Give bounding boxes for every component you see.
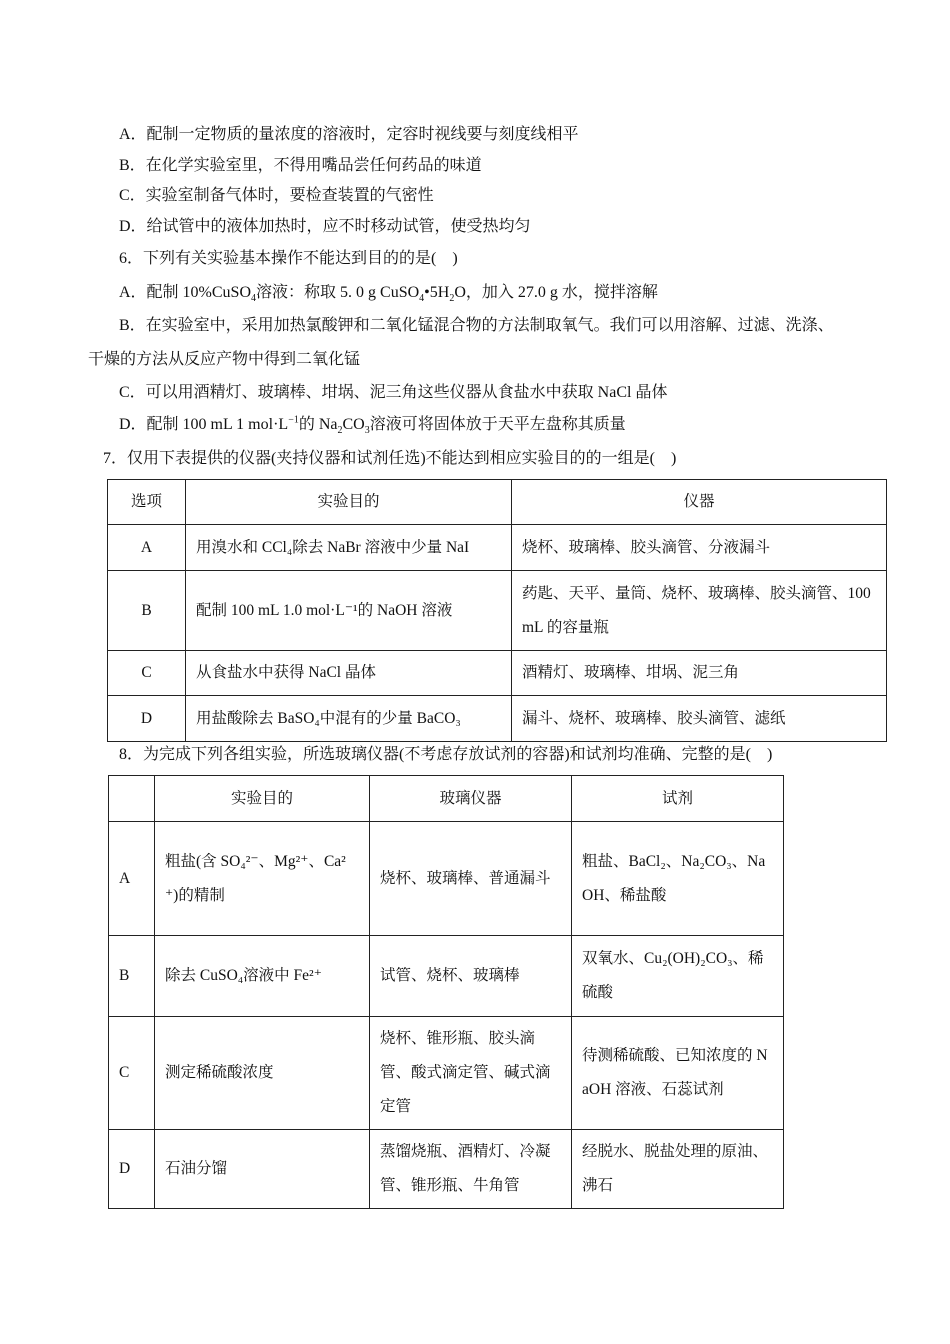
q8-row-glassware: 试管、烧杯、玻璃棒: [370, 936, 572, 1017]
q8-row-reagent: 双氧水、Cu₂(OH)₂CO₃、稀硫酸: [572, 936, 784, 1017]
q7-row-option: D: [108, 696, 186, 742]
table-row: [109, 1017, 784, 1130]
q6-option-b-line2: 干燥的方法从反应产物中得到二氧化锰: [88, 351, 361, 368]
q7-header-purpose: 实验目的: [186, 480, 512, 525]
q7-header-tools: 仪器: [512, 480, 887, 525]
q6-option-c: C．可以用酒精灯、玻璃棒、坩埚、泥三角这些仪器从食盐水中获取 NaCl 晶体: [119, 384, 668, 401]
q5-option-c: C．实验室制备气体时，要检查装置的气密性: [119, 187, 434, 204]
q8-header-blank: [109, 776, 155, 822]
q8-header-row: [109, 776, 784, 822]
q8-table: [108, 775, 784, 1209]
q8-row-purpose: 粗盐(含 SO₄²⁻、Mg²⁺、Ca²⁺)的精制: [155, 822, 370, 936]
table-row: [109, 936, 784, 1017]
table-row: [108, 571, 887, 651]
q8-row-reagent: 待测稀硫酸、已知浓度的 NaOH 溶液、石蕊试剂: [572, 1017, 784, 1130]
q7-row-tools: 酒精灯、玻璃棒、坩埚、泥三角: [512, 651, 887, 696]
q8-row-option: C: [109, 1017, 155, 1130]
q8-row-option: A: [109, 822, 155, 936]
q8-row-reagent: 经脱水、脱盐处理的原油、沸石: [572, 1130, 784, 1209]
q7-row-tools: 药匙、天平、量筒、烧杯、玻璃棒、胶头滴管、100 mL 的容量瓶: [512, 571, 887, 651]
q7-row-tools: 漏斗、烧杯、玻璃棒、胶头滴管、滤纸: [512, 696, 887, 742]
table-row: [108, 651, 887, 696]
table-row: [109, 822, 784, 936]
q7-row-tools: 烧杯、玻璃棒、胶头滴管、分液漏斗: [512, 525, 887, 571]
q8-row-purpose: 测定稀硫酸浓度: [155, 1017, 370, 1130]
q6-option-b-line1: B．在实验室中，采用加热氯酸钾和二氧化锰混合物的方法制取氧气。我们可以用溶解、过滤、洗涤、: [119, 317, 834, 334]
q8-row-glassware: 蒸馏烧瓶、酒精灯、冷凝管、锥形瓶、牛角管: [370, 1130, 572, 1209]
q8-row-option: D: [109, 1130, 155, 1209]
q8-header-glassware: 玻璃仪器: [370, 776, 572, 822]
q7-row-purpose: 从食盐水中获得 NaCl 晶体: [186, 651, 512, 696]
q7-header-option: 选项: [108, 480, 186, 525]
q7-header-row: [108, 480, 887, 525]
q7-row-purpose: 用溴水和 CCl₄除去 NaBr 溶液中少量 NaI: [186, 525, 512, 571]
q7-row-option: A: [108, 525, 186, 571]
q5-option-d: D．给试管中的液体加热时，应不时移动试管，使受热均匀: [119, 218, 531, 235]
q6-option-d: D．配制 100 mL 1 $mol\cdot L^{-1}$的 $Na_2CO_3$溶液可将固体放于天平左盘称其质量: [119, 414, 626, 437]
table-row: [108, 696, 887, 742]
q7-row-purpose: 用盐酸除去 BaSO₄中混有的少量 BaCO₃: [186, 696, 512, 742]
q7-row-option: B: [108, 571, 186, 651]
q8-header-reagent: 试剂: [572, 776, 784, 822]
q7-row-option: C: [108, 651, 186, 696]
q8-row-glassware: 烧杯、锥形瓶、胶头滴管、酸式滴定管、碱式滴定管: [370, 1017, 572, 1130]
q7-table: [107, 479, 887, 742]
q8-row-purpose: 除去 CuSO₄溶液中 Fe²⁺: [155, 936, 370, 1017]
table-row: [108, 525, 887, 571]
q8-stem: 8．为完成下列各组实验，所选玻璃仪器(不考虑存放试剂的容器)和试剂均准确、完整的是( ): [119, 746, 773, 763]
q7-stem: 7．仅用下表提供的仪器(夹持仪器和试剂任选)不能达到相应实验目的的一组是( ): [103, 450, 677, 467]
q8-row-purpose: 石油分馏: [155, 1130, 370, 1209]
q8-header-purpose: 实验目的: [155, 776, 370, 822]
table-row: [109, 1130, 784, 1209]
q6-stem: 6．下列有关实验基本操作不能达到目的的是( ): [119, 250, 458, 267]
q8-row-option: B: [109, 936, 155, 1017]
q7-row-purpose: 配制 100 mL 1.0 mol·L⁻¹的 NaOH 溶液: [186, 571, 512, 651]
q8-row-reagent: 粗盐、BaCl₂、Na₂CO₃、NaOH、稀盐酸: [572, 822, 784, 936]
q6-option-a: A．配制 10%CuSO$_4$溶液：称取 5. 0 g $CuSO_4•5H_2O$，加入 27.0 g 水，搅拌溶解: [119, 284, 658, 305]
q5-option-a: A．配制一定物质的量浓度的溶液时，定容时视线要与刻度线相平: [119, 126, 579, 143]
q8-row-glassware: 烧杯、玻璃棒、普通漏斗: [370, 822, 572, 936]
q5-option-b: B．在化学实验室里，不得用嘴品尝任何药品的味道: [119, 157, 482, 174]
